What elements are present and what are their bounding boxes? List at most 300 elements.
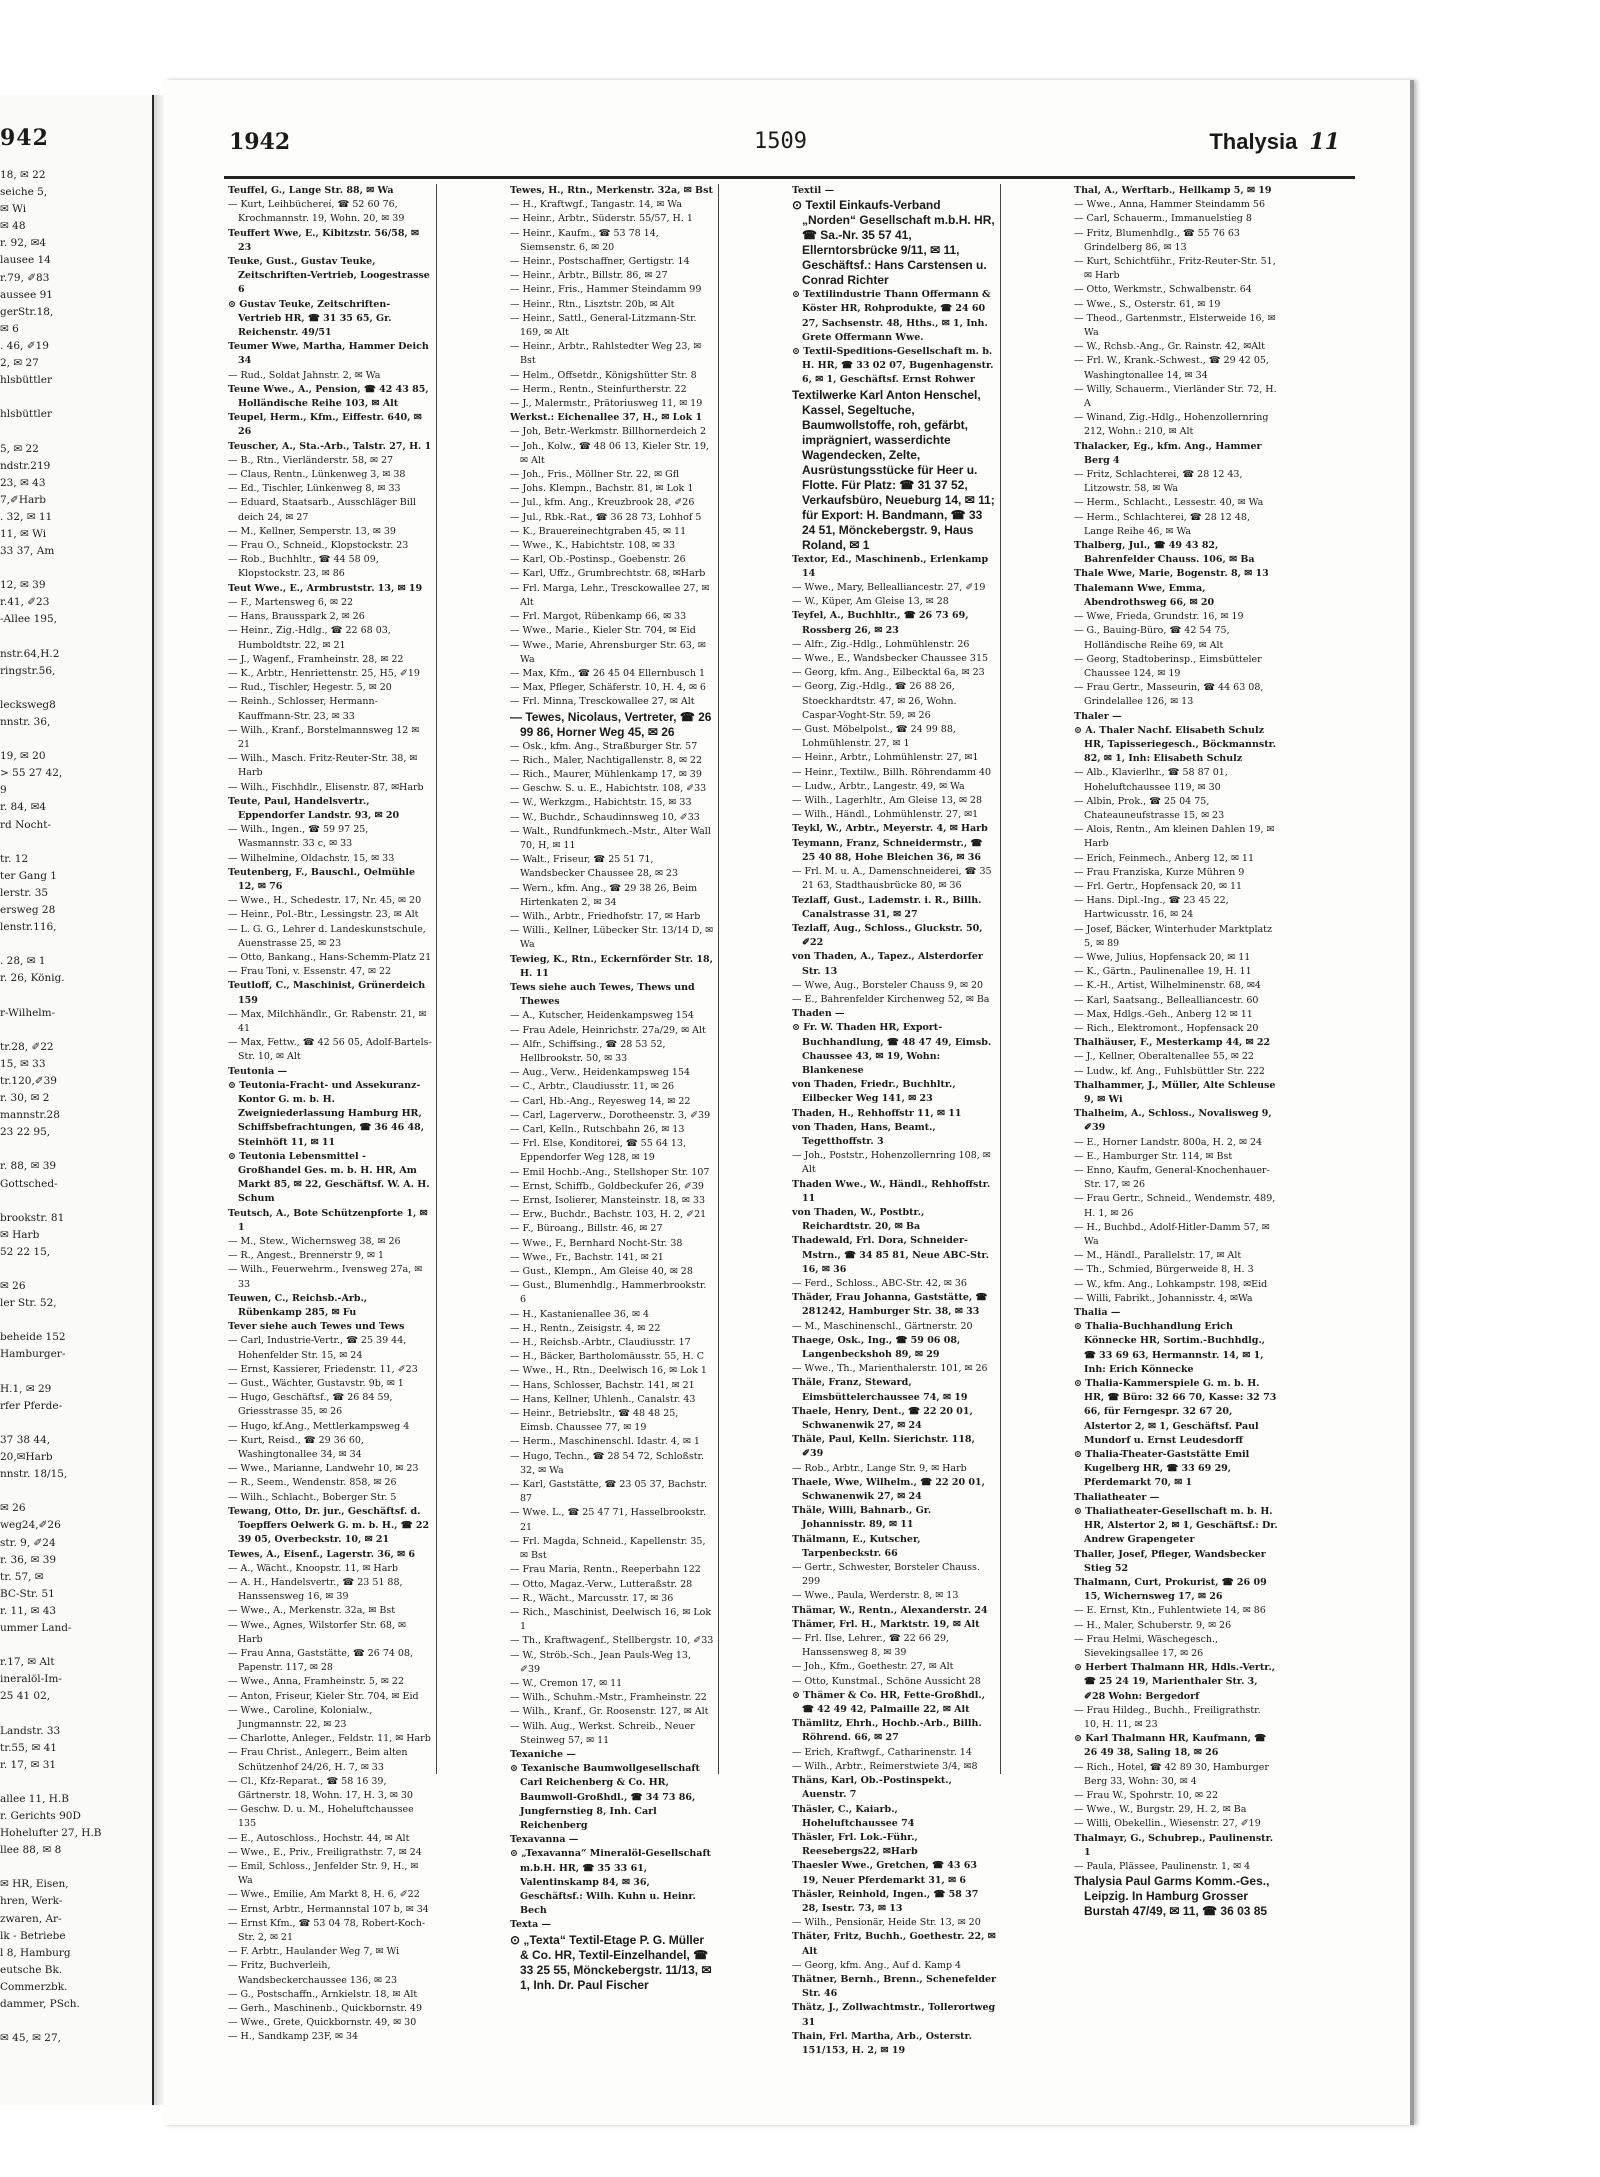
directory-entry: — Gertr., Schwester, Borsteler Chauss. 299 [792, 1562, 980, 1588]
previous-page-line: ✉ 26 [0, 1502, 26, 1515]
directory-entry: — Max, Pfleger, Schäferstr. 10, H. 4, ✉ 6 [510, 682, 706, 694]
previous-page-line [0, 731, 150, 748]
directory-entry: Thadewald, Frl. Dora, Schneider-Mstrn., ☎ 34 85 81, Neue ABC-Str. 16, ✉ 36 [792, 1235, 989, 1275]
directory-entry: — Hans, Brausspark 2, ✉ 26 [228, 611, 365, 623]
previous-page-line: 9 [0, 784, 7, 797]
previous-page-line: dammer, PSch. [0, 1998, 80, 2011]
directory-entry: — Gust. Möbelpolst., ☎ 24 99 88, Lohmühlenstr. 27, ✉ 1 [792, 724, 956, 750]
directory-entry: — Karl, Saatsang., Bellealliancestr. 60 [1074, 994, 1259, 1006]
page-year: 1942 [229, 129, 291, 155]
directory-entry: — Frl. Marga, Lehr., Tresckowallee 27, ✉ Alt [510, 582, 710, 608]
directory-entry: — Erw., Buchdr., Bachstr. 103, H. 2, ✐21 [510, 1209, 707, 1221]
directory-entry: — Reinh., Schlosser, Hermann-Kauffmann-Str. 23, ✉ 33 [228, 696, 378, 722]
directory-entry: Thaesler Wwe., Gretchen, ☎ 43 63 19, Neuer Pferdemarkt 31, ✉ 6 [792, 1860, 977, 1886]
directory-entry: — Hans. Dipl.-Ing., ☎ 23 45 22, Hartwicusstr. 16, ✉ 24 [1074, 895, 1229, 921]
directory-entry: Teykl, W., Arbtr., Meyerstr. 4, ✉ Harb [792, 823, 988, 835]
directory-entry: — H., Sandkamp 23F, ✉ 34 [228, 2031, 359, 2043]
previous-page-line: r. 11, ✉ 43 [0, 1604, 57, 1617]
directory-entry: — Frau O., Schneid., Klopstockstr. 23 [228, 540, 409, 552]
directory-entry: — Wwe., E., Wandsbecker Chaussee 315 [792, 653, 989, 665]
directory-entry: — Wilh., Feuerwehrm., Ivensweg 27a, ✉ 33 [228, 1264, 423, 1290]
previous-page-line: 7,✐Harb [0, 493, 46, 506]
page-number: 1509 [754, 129, 807, 154]
previous-page-line: 37 38 44, [0, 1433, 51, 1446]
directory-entry: Thäle, Willi, Bahnarb., Gr. Johannisstr. 89, ✉ 11 [792, 1505, 932, 1531]
directory-entry: Thäsler, C., Kaiarb., Hoheluftchaussee 74 [792, 1803, 915, 1829]
directory-entry: Thalberg, Jul., ☎ 49 43 82, Bahrenfelder Chauss. 106, ✉ Ba [1074, 540, 1255, 566]
directory-entry: Thalhäuser, F., Mesterkamp 44, ✉ 22 [1074, 1037, 1271, 1049]
previous-page-line [0, 629, 150, 646]
directory-entry: — Herm., Rentn., Steinfurtherstr. 22 [510, 383, 687, 395]
directory-entry: — Hans, Schlosser, Bachstr. 141, ✉ 21 [510, 1379, 695, 1391]
previous-page-line: ✉ 48 [0, 220, 26, 233]
previous-page-line: tr. 57, ✉ [0, 1570, 44, 1583]
directory-entry: — Wwe., F., Bernhard Nocht-Str. 38 [510, 1237, 683, 1249]
directory-entry: — Albin, Prok., ☎ 25 04 75, Chateauneufstrasse 15, ✉ 23 [1074, 795, 1225, 821]
directory-entry: — Heinr., Arbtr., Billstr. 86, ✉ 27 [510, 270, 668, 282]
directory-entry: Teutloff, C., Maschinist, Grünerdeich 159 [228, 980, 426, 1006]
previous-page-line: Commerzbk. [0, 1980, 68, 1993]
directory-entry: Thaliatheater — [1074, 1491, 1160, 1503]
previous-page-line: Hohelufter 27, H.B [0, 1827, 102, 1840]
directory-entry: — Rich., Maschinist, Deelwisch 16, ✉ Lok 1 [510, 1606, 712, 1633]
previous-page-line: 15, ✉ 33 [0, 1057, 46, 1070]
directory-entry: — Erich, Kraftwgf., Catharinenstr. 14 [792, 1746, 972, 1758]
directory-entry: Teymann, Franz, Schneidermstr., ☎ 25 40 88, Hohe Bleichen 36, ✉ 36 [792, 837, 983, 863]
directory-entry: — E., Autoschloss., Hochstr. 44, ✉ Alt [228, 1832, 410, 1844]
directory-entry: — Wwe., W., Burgstr. 29, H. 2, ✉ Ba [1074, 1804, 1247, 1816]
directory-entry: — W., kfm. Ang., Lohkampstr. 198, ✉Eid [1074, 1278, 1268, 1290]
directory-entry: Thalemann Wwe, Emma, Abendrothsweg 66, ✉ 20 [1074, 582, 1215, 608]
directory-entry: ⊙ Thalia-Theater-Gaststätte Emil Kugelberg HR, ☎ 33 69 29, Pferdemarkt 70, ✉ 1 [1074, 1449, 1250, 1489]
directory-entry: — K.-H., Artist, Wilhelminenstr. 68, ✉4 [1074, 980, 1261, 992]
directory-entry: — Wwe., Paula, Werderstr. 8, ✉ 13 [792, 1590, 959, 1602]
directory-entry: — A. H., Handelsvertr., ☎ 23 51 88, Hanssensweg 16, ✉ 39 [228, 1576, 403, 1603]
directory-entry: — Gust., Wächter, Gustavstr. 9b, ✉ 1 [228, 1378, 404, 1390]
directory-entry: Thäter, Fritz, Buchh., Goethestr. 22, ✉ Alt [792, 1931, 996, 1957]
directory-page [164, 80, 1414, 2125]
directory-entry: — Herm., Schlachterei, ☎ 28 12 48, Lange Reihe 46, ✉ Wa [1074, 511, 1250, 537]
directory-entry: Thain, Frl. Martha, Arb., Osterstr. 151/153, H. 2, ✉ 19 [792, 2030, 972, 2056]
previous-page-line: r.17, ✉ Alt [0, 1656, 55, 1669]
previous-page-line: > 55 27 42, [0, 767, 63, 780]
previous-page-line: r.79, ✐83 [0, 271, 50, 284]
directory-entry: — Wilh., Ingen., ☎ 59 97 25, Wasmannstr. 33 c, ✉ 33 [228, 824, 369, 850]
previous-page-line [0, 389, 150, 406]
previous-page-line: r. Gerichts 90D [0, 1810, 81, 1822]
directory-entry: — Frl. Gertr., Hopfensack 20, ✉ 11 [1074, 880, 1243, 892]
previous-page-line: ✉ Wi [0, 203, 27, 216]
previous-page-line: ter Gang 1 [0, 869, 57, 882]
directory-entry: — Frau Adele, Heinrichstr. 27a/29, ✉ Alt [510, 1024, 706, 1036]
previous-page-line: ✉ 45, ✉ 27, [0, 2032, 62, 2045]
previous-page-line: 52 22 15, [0, 1245, 51, 1258]
directory-entry: Thaele, Wwe, Wilhelm., ☎ 22 20 01, Schwanenwik 27, ✉ 24 [792, 1476, 985, 1503]
directory-entry: — Ferd., Schloss., ABC-Str. 42, ✉ 36 [792, 1277, 967, 1289]
previous-page-line: mannstr.28 [0, 1109, 60, 1122]
directory-entry: — Willi, Fabrikt., Johannisstr. 4, ✉Wa [1074, 1292, 1253, 1304]
directory-entry: — Emil Hochb.-Ang., Stellshoper Str. 107 [510, 1166, 710, 1178]
previous-page-line: r. 84, ✉4 [0, 801, 47, 814]
previous-page-line: 19, ✉ 20 [0, 750, 46, 763]
directory-entry: Tewes, H., Rtn., Merkenstr. 32a, ✉ Bst [510, 185, 713, 196]
directory-entry: — Ernst, Arbtr., Hermannstal 107 b, ✉ 34 [228, 1903, 429, 1915]
directory-entry: Thämar, W., Rentn., Alexanderstr. 24 [792, 1604, 988, 1616]
directory-entry: — Jul., Rbk.-Rat., ☎ 36 28 73, Lohhof 5 [510, 511, 702, 523]
directory-entry: Werkst.: Eichenallee 37, H., ✉ Lok 1 [510, 412, 703, 424]
directory-entry: — Georg, Zig.-Hdlg., ☎ 26 88 26, Stoeckhardtstr. 47, ✉ 26, Wohn. Caspar-Voght-Str. 59, ✉ 26 [792, 681, 957, 721]
directory-entry: — K., Gärtn., Paulinenallee 19, H. 11 [1074, 966, 1252, 978]
directory-entry: — Alb., Klavierlhr., ☎ 58 87 01, Hoheluftchaussee 119, ✉ 30 [1074, 767, 1228, 793]
directory-entry: Thälmann, E., Kutscher, Tarpenbeckstr. 66 [792, 1533, 921, 1559]
previous-page-line [0, 1193, 150, 1210]
directory-entry: Thaden, H., Rehhoffstr 11, ✉ 11 [792, 1107, 962, 1119]
directory-entry: — Hans, Kellner, Uhlenh., Canalstr. 43 [510, 1393, 696, 1405]
directory-entry: — W., Buchdr., Schaudinnsweg 10, ✐33 [510, 811, 700, 823]
directory-entry: — Emil, Schloss., Jenfelder Str. 9, H., ✉ Wa [228, 1860, 419, 1887]
directory-entry: — Joh., Fris., Möllner Str. 22, ✉ Gfl [510, 469, 680, 481]
previous-page-line: 12, ✉ 39 [0, 579, 46, 592]
directory-entry: Textor, Ed., Maschinenb., Erlenkamp 14 [792, 553, 989, 579]
previous-page-line: ummer Land- [0, 1621, 72, 1634]
directory-entry: — R., Wächt., Marcusstr. 17, ✉ 36 [510, 1592, 674, 1604]
directory-entry: — Heinr., Kaufm., ☎ 53 78 14, Siemsenstr. 6, ✉ 20 [510, 227, 659, 253]
previous-page-line: 2, ✉ 27 [0, 357, 39, 370]
directory-entry: — Otto, Magaz.-Verw., Lutteraßstr. 28 [510, 1578, 693, 1590]
header-rule [224, 176, 1355, 179]
directory-entry: — Heinr., Postschaffner, Gertigstr. 14 [510, 256, 690, 268]
previous-page-line: r. 17, ✉ 31 [0, 1758, 57, 1771]
directory-entry: Teuscher, A., Sta.-Arb., Talstr. 27, H. 1 [228, 440, 432, 452]
directory-entry: — Wwe., S., Osterstr. 61, ✉ 19 [1074, 298, 1221, 310]
directory-entry: — F., Martensweg 6, ✉ 22 [228, 596, 354, 608]
directory-entry: — Rich., Hotel, ☎ 42 89 30, Hamburger Berg 33, Wohn: 30, ✉ 4 [1074, 1761, 1269, 1787]
directory-entry: — Ernst, Kassierer, Friedenstr. 11, ✐23 [228, 1363, 418, 1375]
previous-page-line [0, 1859, 150, 1876]
directory-entry: Teutonia — [228, 1065, 288, 1077]
directory-entry: — Otto, Bankang., Hans-Schemm-Platz 21 [228, 951, 432, 963]
directory-entry: — Wilh., Pensionär, Heide Str. 13, ✉ 20 [792, 1917, 981, 1929]
directory-entry: — Georg, kfm. Ang., Eilbecktal 6a, ✉ 23 [792, 667, 985, 679]
directory-entry: ⊙ Thalia-Buchhandlung Erich Könnecke HR, Sortim.-Buchhdlg., ☎ 33 69 63, Hermannstr. 14, ✉ 1, Inh: Erich Könnecke [1074, 1321, 1265, 1375]
directory-entry: Thalysia Paul Garms Komm.-Ges., Leipzig. In Hamburg Grosser Burstah 47/49, ✉ 11, ☎ 36 03 85 [1074, 1874, 1270, 1919]
directory-entry: — Max, Hdlgs.-Geh., Anberg 12 ✉ 11 [1074, 1008, 1253, 1020]
directory-entry: — Wwe., Grete, Quickbornstr. 49, ✉ 30 [228, 2017, 417, 2029]
directory-entry: Teuffert Wwe, E., Kibitzstr. 56/58, ✉ 23 [228, 227, 420, 253]
directory-entry: — Eduard, Staatsarb., Ausschläger Bill deich 24, ✉ 27 [228, 497, 416, 523]
directory-entry: — M., Händl., Parallelstr. 17, ✉ Alt [1074, 1250, 1242, 1262]
directory-entry: — H., Bäcker, Bartholomäusstr. 55, H. C [510, 1351, 704, 1363]
directory-entry: — Willi., Kellner, Lübecker Str. 13/14 D, ✉ Wa [510, 925, 714, 951]
previous-page-line: ✉ 26 [0, 1280, 26, 1293]
directory-entry: von Thaden, Hans, Beamt., Tegetthoffstr. 3 [792, 1121, 936, 1147]
directory-entry: Tewieg, K., Rtn., Eckernförder Str. 18, H. 11 [510, 953, 713, 979]
directory-entry: — Georg, kfm. Ang., Auf d. Kamp 4 [792, 1959, 962, 1971]
directory-entry: — A., Wächt., Knoopstr. 11, ✉ Harb [228, 1562, 399, 1574]
directory-entry: Thalhammer, J., Müller, Alte Schleuse 9, ✉ Wi [1074, 1079, 1276, 1105]
directory-entry: — Heinr., Arbtr., Lohmühlenstr. 27, ✉1 [792, 752, 979, 764]
previous-page-line [0, 2013, 150, 2030]
previous-page-edge [0, 95, 154, 2105]
directory-entry: — E., Bahrenfelder Kirchenweg 52, ✉ Ba [792, 993, 990, 1005]
previous-page-line: 5, ✉ 22 [0, 442, 39, 455]
directory-entry: — Gust., Klempn., Am Gleise 40, ✉ 28 [510, 1266, 693, 1278]
directory-entry: — Wwe., Fr., Bachstr. 141, ✉ 21 [510, 1251, 664, 1263]
previous-page-text [0, 167, 150, 2047]
directory-entry: — Th., Schmied, Bürgerweide 8, H. 3 [1074, 1264, 1254, 1276]
directory-entry: — Max, Fettw., ☎ 42 56 05, Adolf-Bartels-Str. 10, ✉ Alt [228, 1037, 432, 1063]
directory-entry: — Wern., kfm. Ang., ☎ 29 38 26, Beim Hirtenkaten 2, ✉ 34 [510, 882, 698, 908]
directory-entry: — Wwe., Anna, Framheinstr. 5, ✉ 22 [228, 1676, 404, 1688]
directory-entry: — Frau Hildeg., Buchh., Freiligrathstr. 10, H. 11, ✉ 23 [1074, 1704, 1261, 1730]
previous-page-line: weg24,✐26 [0, 1519, 61, 1532]
directory-entry: — M., Kellner, Semperstr. 13, ✉ 39 [228, 525, 396, 537]
directory-entry: — Heinr., Pol.-Btr., Lessingstr. 23, ✉ Alt [228, 909, 419, 921]
previous-page-line: 11, ✉ Wi [0, 527, 47, 540]
previous-page-line: r. 36, ✉ 39 [0, 1553, 57, 1566]
directory-entry: — C., Arbtr., Claudiusstr. 11, ✉ 26 [510, 1081, 674, 1093]
previous-page-line: r-Wilhelm- [0, 1006, 56, 1019]
directory-entry: — Wwe., Emilie, Am Markt 8, H. 6, ✐22 [228, 1889, 420, 1901]
directory-entry: — Rich., Elektromont., Hopfensack 20 [1074, 1022, 1259, 1034]
directory-entry: — Wwe., Th., Marienthalerstr. 101, ✉ 26 [792, 1363, 988, 1375]
column-4 [1070, 184, 1282, 1919]
directory-entry: Tewes, A., Eisenf., Lagerstr. 36, ✉ 6 [228, 1548, 416, 1560]
directory-entry: — Jul., kfm. Ang., Kreuzbrook 28, ✐26 [510, 497, 695, 509]
previous-page-line: ndstr.219 [0, 459, 51, 472]
previous-page-line [0, 423, 150, 440]
directory-entry: — Rud., Soldat Jahnstr. 2, ✉ Wa [228, 369, 381, 381]
directory-entry: — H., Buchbd., Adolf-Hitler-Damm 57, ✉ Wa [1074, 1221, 1270, 1248]
directory-entry: ⊙ Thaliatheater-Gesellschaft m. b. H. HR, Alstertor 2, ✉ 1, Geschäftsf.: Dr. Andrew Grapengeter [1074, 1505, 1278, 1546]
directory-entry: — Wilh., Masch. Fritz-Reuter-Str. 38, ✉ Harb [228, 753, 418, 779]
directory-entry: — Frl. Else, Konditorei, ☎ 55 64 13, Eppendorfer Weg 128, ✉ 19 [510, 1138, 686, 1164]
directory-entry: Thäsler, Reinhold, Ingen., ☎ 58 37 28, Isestr. 73, ✉ 13 [792, 1888, 979, 1914]
directory-entry: — M., Maschinenschl., Gärtnerstr. 20 [792, 1320, 973, 1332]
directory-entry: — Paula, Plässee, Paulinenstr. 1, ✉ 4 [1074, 1860, 1251, 1872]
previous-page-line: 33 37, Am [0, 545, 55, 558]
directory-entry: — B., Rtn., Vierländerstr. 58, ✉ 27 [228, 454, 394, 466]
previous-page-line: nnstr. 18/15, [0, 1468, 68, 1481]
previous-page-line: r.41, ✐23 [0, 596, 50, 609]
directory-entry: — Joh., Kfm., Goethestr. 27, ✉ Alt [792, 1661, 954, 1673]
directory-entry: — Frau Christ., Anlegerr., Beim alten Schützenhof 24/26, H. 7, ✉ 33 [228, 1747, 408, 1773]
directory-entry: — Carl, Kelln., Rutschbahn 26, ✉ 13 [510, 1124, 685, 1135]
directory-entry: — Wilh., Schuhm.-Mstr., Framheinstr. 22 [510, 1692, 707, 1704]
previous-page-line: 25 41 02, [0, 1690, 51, 1703]
directory-entry: Thäle, Paul, Kelln. Sierichstr. 118, ✐39 [792, 1434, 975, 1460]
directory-entry: — Frau Gertr., Masseurin, ☎ 44 63 08, Grindelallee 126, ✉ 13 [1074, 682, 1264, 708]
directory-entry: — Wwe., Mary, Bellealliancestr. 27, ✐19 [792, 582, 986, 594]
column-2 [506, 184, 719, 1992]
directory-entry: — Wwe., H., Schedestr. 17, Nr. 45, ✉ 20 [228, 895, 422, 907]
directory-entry: — Heinr., Arbtr., Süderstr. 55/57, H. 1 [510, 213, 693, 225]
directory-entry: — Herm., Schlacht., Lessestr. 40, ✉ Wa [1074, 497, 1264, 509]
previous-page-line: tr.55, ✉ 41 [0, 1741, 57, 1754]
directory-entry: — Rob., Arbtr., Lange Str. 9, ✉ Harb [792, 1462, 967, 1474]
directory-entry: — Wwe. L., ☎ 25 47 71, Hasselbrookstr. 21 [510, 1507, 707, 1533]
directory-entry: Teutenberg, F., Bauschl., Oelmühle 12, ✉ 76 [228, 866, 416, 892]
directory-entry: — Enno, Kaufm, General-Knochenhauer-Str. 17, ✉ 26 [1074, 1165, 1270, 1191]
directory-entry: — Charlotte, Anleger., Feldstr. 11, ✉ Harb [228, 1733, 431, 1745]
directory-entry: Thalacker, Eg., kfm. Ang., Hammer Berg 4 [1074, 440, 1262, 466]
previous-page-line: 20,✉Harb [0, 1451, 53, 1464]
directory-entry: Teyfel, A., Buchhltr., ☎ 26 73 69, Rossberg 26, ✉ 23 [792, 610, 969, 636]
directory-entry: — Heinr., Betriebsltr., ☎ 48 48 25, Eimsb. Chaussee 77, ✉ 19 [510, 1408, 679, 1434]
directory-entry: Tewang, Otto, Dr. jur., Geschäftsf. d. Toepffers Oelwerk G. m. b. H., ☎ 22 39 05, Overbeckstr. 10, ✉ 21 [228, 1505, 430, 1546]
directory-entry: — Frl. M. u. A., Damenschneiderei, ☎ 35 21 63, Stadthausbrücke 80, ✉ 36 [792, 866, 992, 892]
directory-entry: — Alfr., Zig.-Hdlg., Lohmühlenstr. 26 [792, 638, 970, 650]
previous-page-line: beheide 152 [0, 1331, 66, 1344]
directory-entry: Texavanna — [510, 1834, 579, 1846]
directory-entry: Teuffel, G., Lange Str. 88, ✉ Wa [228, 185, 394, 196]
directory-entry: — Wwe., A., Merkenstr. 32a, ✉ Bst [228, 1605, 396, 1617]
directory-entry: Thämer, Frl. H., Marktstr. 19, ✉ Alt [792, 1618, 980, 1630]
directory-entry: — Hugo, Geschäftsf., ☎ 26 84 59, Griesstrasse 35, ✉ 26 [228, 1392, 393, 1418]
previous-page-line: Hamburger- [0, 1348, 66, 1361]
directory-entry: — Karl, Ob.-Postinsp., Goebenstr. 26 [510, 554, 686, 566]
directory-entry: — Geschw. D. u. M., Hoheluftchaussee 135 [228, 1804, 414, 1830]
previous-page-line: nnstr. 36, [0, 716, 51, 728]
previous-page-line: nstr.64,H.2 [0, 647, 60, 660]
directory-entry: ⊙ Thämer & Co. HR, Fette-Großhdl., ☎ 42 49 42, Palmaille 22, ✉ Alt [792, 1689, 986, 1716]
running-title-number: 11 [1309, 129, 1340, 155]
directory-entry: Thaden Wwe., W., Händl., Rehhoffstr. 11 [792, 1178, 991, 1204]
running-title [1209, 129, 1340, 155]
directory-entry: Thäder, Frau Johanna, Gaststätte, ☎ 281242, Hamburger Str. 38, ✉ 33 [792, 1292, 988, 1318]
previous-page-line: . 46, ✐19 [0, 339, 49, 352]
directory-entry: — Frau Franziska, Kurze Mühren 9 [1074, 866, 1245, 878]
previous-page-line: r. 92, ✉4 [0, 237, 47, 250]
directory-entry: ⊙ Gustav Teuke, Zeitschriften-Vertrieb HR, ☎ 31 35 65, Gr. Reichenstr. 49/51 [228, 298, 392, 339]
directory-entry: — Joh., Poststr., Hohenzollernring 108, ✉ Alt [792, 1150, 991, 1176]
directory-entry: Thalmann, Curt, Prokurist, ☎ 26 09 15, Wichernsweg 17, ✉ 26 [1074, 1576, 1267, 1603]
directory-entry: Teune Wwe., A., Pension, ☎ 42 43 85, Holländische Reihe 103, ✉ Alt [228, 383, 429, 410]
directory-entry: — Wwe, Frieda, Grundstr. 16, ✉ 19 [1074, 611, 1244, 623]
directory-entry: — Ludw., Arbtr., Langestr. 49, ✉ Wa [792, 780, 965, 792]
directory-entry: — Kurt, Schichtführ., Fritz-Reuter-Str. 51, ✉ Harb [1074, 256, 1276, 282]
directory-entry: — Johs. Klempn., Bachstr. 81, ✉ Lok 1 [510, 483, 694, 495]
directory-entry: — Gerh., Maschinenb., Quickbornstr. 49 [228, 2003, 422, 2014]
directory-entry: — Winand, Zig.-Hdlg., Hohenzollernring 212, Wohn.: 210, ✉ Alt [1074, 412, 1269, 438]
directory-entry: — Wilh., Arbtr., Reimerstwiete 3/4, ✉8 [792, 1760, 978, 1772]
previous-page-line [0, 680, 150, 697]
directory-entry: — E. Ernst, Ktn., Fuhlentwiete 14, ✉ 86 [1074, 1605, 1266, 1617]
previous-page-line: gerStr.18, [0, 305, 54, 318]
previous-page-line: hlsbüttler [0, 374, 53, 387]
directory-entry: — A., Kutscher, Heidenkampsweg 154 [510, 1010, 694, 1022]
directory-entry: ⊙ „Texta“ Textil-Etage P. G. Müller & Co. HR, Textil-Einzelhandel, ☎ 33 25 55, Mönckebergstr. 11/13, ✉ 1, Inh. Dr. Paul Fischer [510, 1932, 712, 1992]
directory-entry: — Otto, Werkmstr., Schwalbenstr. 64 [1074, 284, 1252, 296]
directory-entry: — W., Rchsb.-Ang., Gr. Rainstr. 42, ✉Alt [1074, 341, 1265, 353]
directory-entry: — R., Angest., Brennerstr 9, ✉ 1 [228, 1250, 385, 1262]
directory-entry: — Ernst, Schiffb., Goldbeckufer 26, ✐39 [510, 1180, 704, 1192]
column-3 [788, 184, 1001, 2056]
previous-page-line: lerstr. 35 [0, 886, 49, 899]
directory-entry: — Willy, Schauerm., Vierländer Str. 72, H. A [1074, 383, 1277, 410]
previous-page-line [0, 1705, 150, 1722]
previous-page-line: lenstr.116, [0, 921, 57, 934]
directory-entry: Thalheim, A., Schloss., Novalisweg 9, ✐39 [1074, 1108, 1272, 1134]
directory-entry: — Frl. Minna, Tresckowallee 27, ✉ Alt [510, 696, 695, 708]
directory-entry: — Frau Gertr., Schneid., Wendemstr. 489, H. 1, ✉ 26 [1074, 1193, 1276, 1219]
directory-entry: — Wwe, Julius, Hopfensack 20, ✉ 11 [1074, 951, 1251, 963]
directory-entry: — Karl, Gaststätte, ☎ 23 05 37, Bachstr. 87 [510, 1479, 707, 1505]
previous-page-line: lausee 14 [0, 254, 51, 267]
directory-entry: Tever siehe auch Tewes und Tews [228, 1321, 405, 1333]
directory-entry: — E., Hamburger Str. 114, ✉ Bst [1074, 1150, 1233, 1162]
directory-entry: — Walt., Rundfunkmech.-Mstr., Alter Wall 70, H, ✉ 11 [510, 825, 711, 851]
previous-page-line: Gottsched- [0, 1177, 58, 1190]
directory-entry: — Ernst Kfm., ☎ 53 04 78, Robert-Koch-Str. 2, ✉ 21 [228, 1917, 426, 1943]
previous-page-line [0, 1774, 150, 1791]
directory-entry: — Alois, Rentn., Am kleinen Dahlen 19, ✉ Harb [1074, 824, 1275, 850]
directory-entry: — Frau Helmi, Wäschegesch., Sievekingsallee 17, ✉ 26 [1074, 1633, 1219, 1659]
previous-page-line: tr.120,✐39 [0, 1074, 57, 1087]
directory-entry: — G., Bauing-Büro, ☎ 42 54 75, Holländische Reihe 69, ✉ Alt [1074, 625, 1230, 651]
previous-page-line [0, 1637, 150, 1654]
directory-entry: — Wwe., Agnes, Wilstorfer Str. 68, ✉ Harb [228, 1619, 406, 1645]
directory-entry: — F., Büroang., Billstr. 46, ✉ 27 [510, 1223, 663, 1235]
directory-entry: — F. Arbtr., Haulander Weg 7, ✉ Wi [228, 1946, 400, 1958]
directory-entry: Teute, Paul, Handelsvertr., Eppendorfer Landstr. 93, ✉ 20 [228, 795, 400, 821]
previous-page-line: l 8, Hamburg [0, 1946, 71, 1959]
directory-entry: — Wwe., Marianne, Landwehr 10, ✉ 23 [228, 1463, 419, 1475]
directory-entry: Thaller, Josef, Pfleger, Wandsbecker Stieg 52 [1074, 1548, 1266, 1574]
column-1 [224, 184, 437, 2043]
directory-entry: — Wilh., Arbtr., Friedhofstr. 17, ✉ Harb [510, 910, 701, 922]
directory-entry: ⊙ Herbert Thalmann HR, Hdls.-Vertr., ☎ 25 24 19, Marienthaler Str. 3, ✐28 Wohn: Bergedorf [1074, 1662, 1276, 1702]
directory-entry: — Willi, Obekellin., Wiesenstr. 27, ✐19 [1074, 1818, 1261, 1830]
directory-entry: Thätz, J., Zollwachtmstr., Tollerortweg 31 [792, 2002, 996, 2028]
directory-entry: — Aug., Verw., Heidenkampsweg 154 [510, 1067, 690, 1079]
directory-entry: — Ernst, Isolierer, Mansteinstr. 18, ✉ 33 [510, 1195, 706, 1207]
previous-page-line: rfer Pferde- [0, 1399, 63, 1412]
previous-page-line: str. 9, ✐24 [0, 1536, 56, 1549]
directory-entry: ⊙ Texanische Baumwollgesellschaft Carl Reichenberg & Co. HR, Baumwoll-Großhdl., ☎ 34 73 86, Jungfernstieg 8, Inh. Carl Reichenberg [510, 1763, 700, 1831]
directory-entry: ⊙ Textil-Speditions-Gesellschaft m. b. H. HR, ☎ 33 02 07, Bugenhagenstr. 6, ✉ 1, Geschäftsf. Ernst Rohwer [792, 346, 994, 386]
directory-entry: — Walt., Friseur, ☎ 25 51 71, Wandsbecker Chaussee 28, ✉ 23 [510, 854, 679, 880]
directory-entry: von Thaden, A., Tapez., Alsterdorfer Str. 13 [792, 951, 983, 977]
directory-entry: — Wwe, Aug., Borsteler Chauss 9, ✉ 20 [792, 979, 984, 991]
previous-page-line: H.1, ✉ 29 [0, 1382, 52, 1395]
directory-entry: — Fritz, Blumenhdlg., ☎ 55 76 63 Grindelberg 86, ✉ 13 [1074, 227, 1240, 253]
directory-entry: — Max, Milchhändlr., Gr. Rabenstr. 21, ✉ 41 [228, 1008, 427, 1034]
page-header [164, 125, 1410, 165]
directory-entry: — Helm., Offsetdr., Königshütter Str. 8 [510, 369, 697, 381]
directory-entry: Thäsler, Frl. Lok.-Führ., Reesebergs22, ✉Harb [792, 1831, 918, 1858]
directory-entry: Thätner, Bernh., Brenn., Schenefelder Str. 46 [792, 1973, 997, 2000]
directory-entry: — W., Werkzgm., Habichtstr. 15, ✉ 33 [510, 797, 692, 809]
directory-entry: — H., Kraftwgf., Tangastr. 14, ✉ Wa [510, 199, 683, 211]
directory-entry: — Karl, Uffz., Grumbrechtstr. 68, ✉Harb [510, 568, 706, 580]
directory-entry: — Wilh., Schlacht., Boberger Str. 5 [228, 1491, 397, 1503]
previous-page-line: hlsbüttler [0, 408, 53, 421]
directory-entry: — Heinr., Fris., Hammer Steindamm 99 [510, 284, 702, 296]
directory-entry: — Heinr., Arbtr., Rahlstedter Weg 23, ✉ Bst [510, 341, 702, 367]
previous-page-line: 23 22 95, [0, 1126, 51, 1139]
directory-entry: Thal, A., Werftarb., Hellkamp 5, ✉ 19 [1074, 185, 1272, 196]
directory-entry: Thaler — [1074, 710, 1122, 722]
directory-entry: Texaniche — [510, 1748, 576, 1760]
previous-page-line [0, 1261, 150, 1278]
directory-entry: — Theod., Gartenmstr., Elsterweide 16, ✉ Wa [1074, 312, 1276, 339]
directory-entry: — Wwe., K., Habichtstr. 108, ✉ 33 [510, 540, 676, 552]
previous-page-line [0, 1312, 150, 1329]
directory-entry: — Claus, Rentn., Lünkenweg 3, ✉ 38 [228, 469, 406, 481]
previous-page-line: r. 26, König. [0, 972, 65, 985]
book-gutter [154, 95, 164, 2105]
